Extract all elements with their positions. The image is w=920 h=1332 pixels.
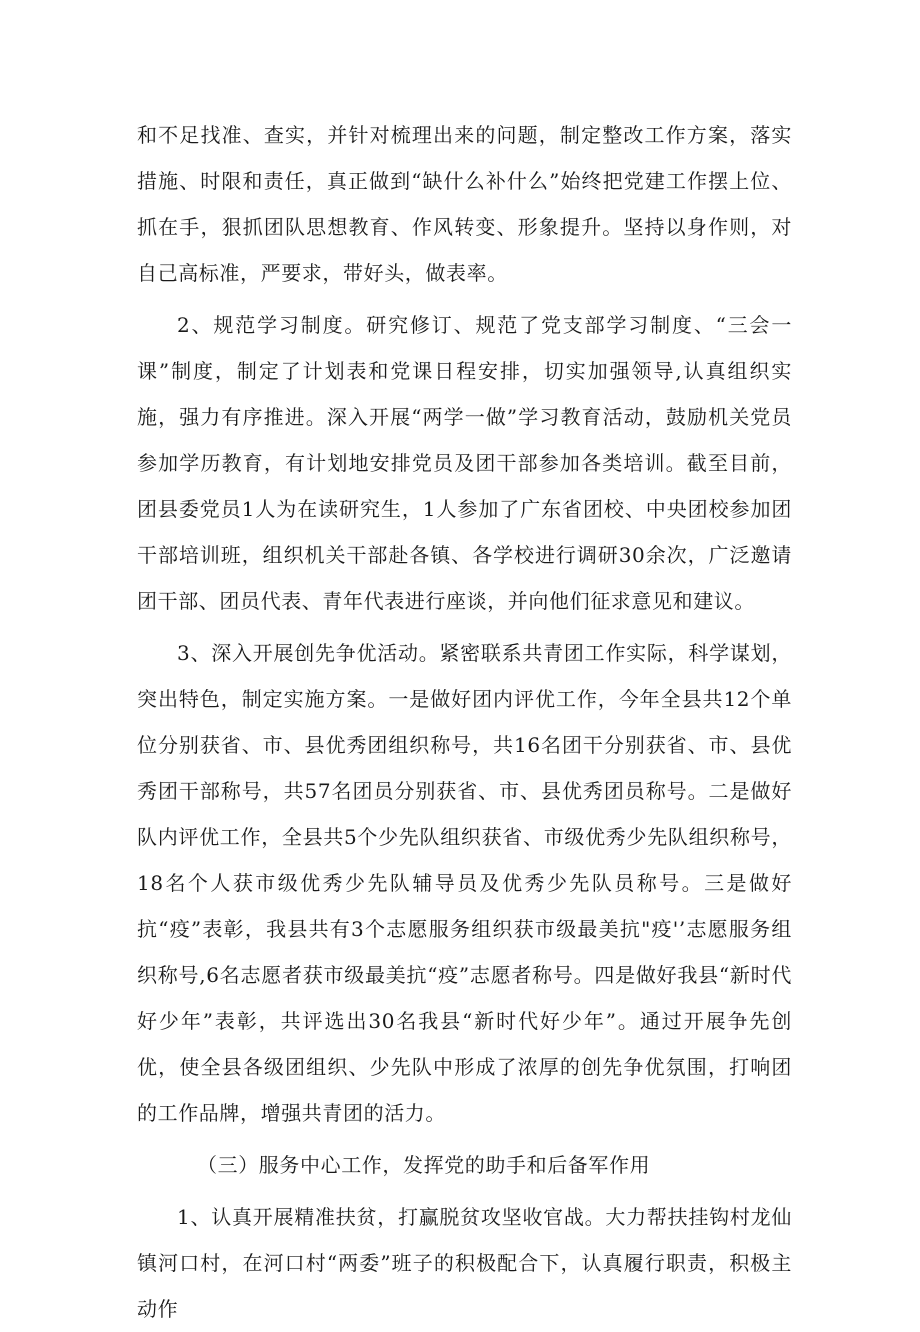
document-body xyxy=(137,112,792,1332)
section-heading: （三）服务中心工作，发挥党的助手和后备军作用 xyxy=(197,1153,651,1177)
paragraph-continuation: 和不足找准、查实，并针对梳理出来的问题，制定整改工作方案，落实措施、时限和责任，真正做到“缺什么补什么”始终把党建工作摆上位、抓在手，狠抓团队思想教育、作风转变、形象提升。坚持以身作则，对自己高标准，严要求，带好头，做表率。 xyxy=(137,123,792,285)
paragraph-study-system: 2、规范学习制度。研究修订、规范了党支部学习制度、“三会一课”制度，制定了计划表和党课日程安排，切实加强领导,认真组织实施，强力有序推进。深入开展“两学一做”学习教育活动，鼓励机关党员参加学历教育，有计划地安排党员及团干部参加各类培训。截至目前，团县委党员1人为在读研究生，1人参加了广东省团校、中央团校参加团干部培训班，组织机关干部赴各镇、各学校进行调研30余次，广泛邀请团干部、团员代表、青年代表进行座谈，并向他们征求意见和建议。 xyxy=(137,313,792,613)
paragraph-excellence-campaign: 3、深入开展创先争优活动。紧密联系共青团工作实际，科学谋划，突出特色，制定实施方案。一是做好团内评优工作，今年全县共12个单位分别获省、市、县优秀团组织称号，共16名团干分别获省、市、县优秀团干部称号，共57名团员分别获省、市、县优秀团员称号。二是做好队内评优工作，全县共5个少先队组织获省、市级优秀少先队组织称号，18名个人获市级优秀少先队辅导员及优秀少先队员称号。三是做好抗“疫”表彰，我县共有3个志愿服务组织获市级最美抗"疫'’志愿服务组织称号,6名志愿者获市级最美抗“疫”志愿者称号。四是做好我县“新时代好少年”表彰，共评选出30名我县“新时代好少年”。通过开展争先创优，使全县各级团组织、少先队中形成了浓厚的创先争优氛围，打响团的工作品牌，增强共青团的活力。 xyxy=(137,641,792,1125)
paragraph-poverty-alleviation: 1、认真开展精准扶贫，打赢脱贫攻坚收官战。大力帮扶挂钩村龙仙镇河口村，在河口村“两委”班子的积极配合下，认真履行职责，积极主动作 xyxy=(137,1205,792,1321)
